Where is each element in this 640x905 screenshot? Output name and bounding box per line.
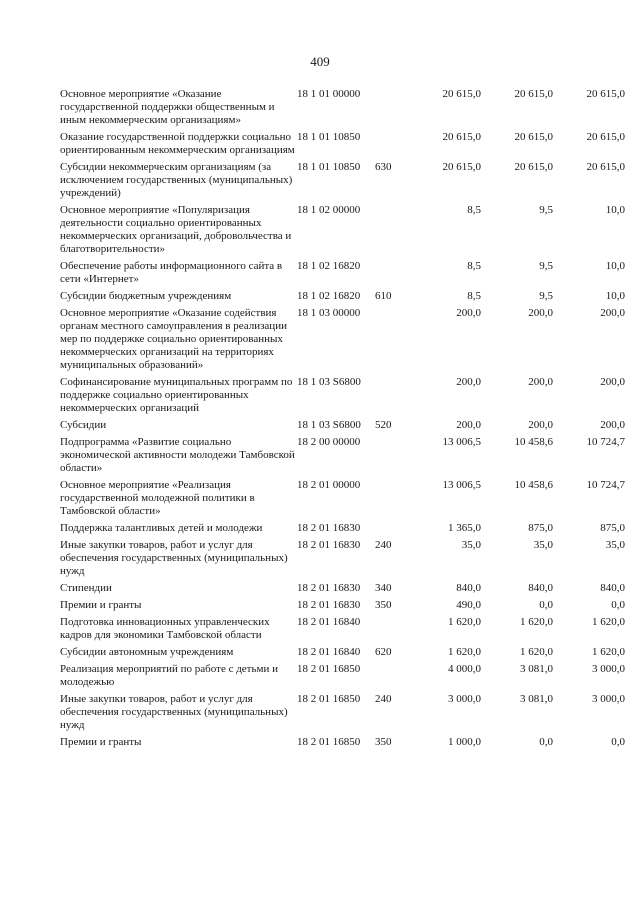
row-amount-year-2: 0,0 (539, 736, 553, 748)
row-name: Субсидии некоммерческим организациям (за исключением государственных (муниципальных) учреждений) (60, 161, 293, 199)
row-code: 18 1 03 S6800 (297, 376, 361, 388)
row-name: Премии и гранты (60, 736, 142, 748)
row-amount-year-2: 200,0 (528, 419, 553, 431)
row-code: 18 1 01 00000 (297, 88, 361, 100)
row-amount-year-1: 13 006,5 (442, 436, 481, 448)
row-expense-type (375, 307, 401, 376)
row-amount-year-1: 200,0 (456, 419, 481, 431)
row-amount-year-1: 20 615,0 (442, 131, 481, 143)
row-expense-type (375, 376, 401, 419)
table-row (60, 646, 625, 663)
table-row (60, 88, 625, 131)
row-name: Иные закупки товаров, работ и услуг для обеспечения государственных (муниципальных) нужд (60, 693, 288, 731)
row-amount-year-1: 840,0 (456, 582, 481, 594)
row-amount-year-2: 9,5 (539, 204, 553, 216)
row-code: 18 2 00 00000 (297, 436, 361, 448)
row-amount-year-1: 20 615,0 (442, 161, 481, 173)
row-amount-year-1: 8,5 (467, 260, 481, 272)
row-amount-year-2: 3 081,0 (520, 663, 553, 675)
row-name: Субсидии автономным учреждениям (60, 646, 234, 658)
table-row (60, 479, 625, 522)
row-code: 18 2 01 16840 (297, 646, 361, 658)
row-expense-type: 630 (375, 161, 392, 173)
row-code: 18 2 01 16840 (297, 616, 361, 628)
row-amount-year-3: 840,0 (600, 582, 625, 594)
row-amount-year-1: 200,0 (456, 376, 481, 388)
row-amount-year-3: 35,0 (605, 539, 625, 551)
row-code: 18 2 01 16850 (297, 736, 361, 748)
row-amount-year-3: 200,0 (600, 307, 625, 319)
table-row (60, 204, 625, 260)
row-amount-year-3: 200,0 (600, 419, 625, 431)
row-expense-type (375, 131, 401, 161)
row-name: Иные закупки товаров, работ и услуг для обеспечения государственных (муниципальных) нужд (60, 539, 288, 577)
row-code: 18 2 01 16830 (297, 582, 361, 594)
row-amount-year-3: 3 000,0 (592, 663, 625, 675)
row-expense-type: 240 (375, 693, 392, 705)
row-amount-year-3: 0,0 (611, 736, 625, 748)
row-amount-year-1: 1 620,0 (448, 646, 481, 658)
row-code: 18 1 03 00000 (297, 307, 361, 319)
row-amount-year-3: 20 615,0 (586, 88, 625, 100)
row-amount-year-2: 9,5 (539, 290, 553, 302)
row-amount-year-1: 35,0 (461, 539, 481, 551)
row-amount-year-3: 10 724,7 (586, 479, 625, 491)
row-amount-year-2: 10 458,6 (514, 436, 553, 448)
table-row (60, 599, 625, 616)
row-name: Премии и гранты (60, 599, 142, 611)
row-amount-year-1: 1 000,0 (448, 736, 481, 748)
row-amount-year-3: 10,0 (605, 260, 625, 272)
row-amount-year-2: 3 081,0 (520, 693, 553, 705)
row-amount-year-2: 200,0 (528, 307, 553, 319)
table-row (60, 436, 625, 479)
row-expense-type (375, 88, 401, 131)
row-code: 18 1 02 00000 (297, 204, 361, 216)
row-code: 18 2 01 00000 (297, 479, 361, 491)
row-amount-year-1: 1 365,0 (448, 522, 481, 534)
row-name: Основное мероприятие «Реализация государственной молодежной политики в Тамбовской области» (60, 479, 255, 517)
row-expense-type (375, 479, 401, 522)
row-amount-year-2: 840,0 (528, 582, 553, 594)
table-row (60, 260, 625, 290)
row-amount-year-3: 1 620,0 (592, 616, 625, 628)
row-amount-year-2: 875,0 (528, 522, 553, 534)
row-name: Софинансирование муниципальных программ по поддержке социально ориентированных некоммерческих организаций (60, 376, 293, 414)
row-expense-type: 620 (375, 646, 392, 658)
row-name: Оказание государственной поддержки социально ориентированным некоммерческим организациям (60, 131, 295, 156)
row-amount-year-2: 20 615,0 (514, 161, 553, 173)
row-name: Подпрограмма «Развитие социально экономической активности молодежи Тамбовской области» (60, 436, 295, 474)
row-amount-year-1: 20 615,0 (442, 88, 481, 100)
row-code: 18 2 01 16850 (297, 663, 361, 675)
row-amount-year-2: 1 620,0 (520, 646, 553, 658)
row-code: 18 1 02 16820 (297, 260, 361, 272)
row-amount-year-3: 10,0 (605, 204, 625, 216)
row-name: Субсидии (60, 419, 107, 431)
row-amount-year-3: 875,0 (600, 522, 625, 534)
row-expense-type: 610 (375, 290, 392, 302)
row-amount-year-2: 20 615,0 (514, 131, 553, 143)
row-expense-type (375, 436, 401, 479)
row-amount-year-1: 200,0 (456, 307, 481, 319)
row-amount-year-1: 490,0 (456, 599, 481, 611)
table-row (60, 419, 625, 436)
budget-table (60, 88, 625, 753)
row-code: 18 1 01 10850 (297, 161, 361, 173)
row-code: 18 1 01 10850 (297, 131, 361, 143)
row-amount-year-3: 20 615,0 (586, 131, 625, 143)
table-row (60, 161, 625, 204)
row-code: 18 2 01 16850 (297, 693, 361, 705)
row-amount-year-2: 35,0 (533, 539, 553, 551)
row-code: 18 2 01 16830 (297, 522, 361, 534)
row-name: Стипендии (60, 582, 112, 594)
table-row (60, 522, 625, 539)
row-expense-type: 240 (375, 539, 392, 551)
row-name: Поддержка талантливых детей и молодежи (60, 522, 263, 534)
table-row (60, 131, 625, 161)
table-row (60, 616, 625, 646)
row-amount-year-3: 200,0 (600, 376, 625, 388)
row-amount-year-3: 3 000,0 (592, 693, 625, 705)
row-name: Основное мероприятие «Оказание государственной поддержки общественным и иным некоммерческим организациям» (60, 88, 275, 126)
row-amount-year-1: 8,5 (467, 204, 481, 216)
page-number: 409 (310, 54, 330, 69)
table-row (60, 582, 625, 599)
table-row (60, 736, 625, 753)
row-amount-year-1: 4 000,0 (448, 663, 481, 675)
row-expense-type (375, 260, 401, 290)
row-expense-type: 520 (375, 419, 392, 431)
row-expense-type: 340 (375, 582, 392, 594)
row-name: Основное мероприятие «Оказание содействия органам местного самоуправления в реализации мер по поддержке социально ориентированных некоммерческих организаций на территориях муниципальных образований» (60, 307, 287, 371)
table-row (60, 693, 625, 736)
row-name: Реализация мероприятий по работе с детьми и молодежью (60, 663, 278, 688)
row-amount-year-3: 1 620,0 (592, 646, 625, 658)
row-expense-type (375, 522, 401, 539)
row-amount-year-1: 3 000,0 (448, 693, 481, 705)
row-amount-year-2: 0,0 (539, 599, 553, 611)
row-amount-year-3: 20 615,0 (586, 161, 625, 173)
row-expense-type: 350 (375, 599, 392, 611)
row-name: Обеспечение работы информационного сайта в сети «Интернет» (60, 260, 283, 285)
row-amount-year-2: 10 458,6 (514, 479, 553, 491)
row-amount-year-3: 10 724,7 (586, 436, 625, 448)
row-name: Подготовка инновационных управленческих кадров для экономики Тамбовской области (60, 616, 270, 641)
table-row (60, 307, 625, 376)
table-row (60, 290, 625, 307)
row-amount-year-2: 20 615,0 (514, 88, 553, 100)
row-amount-year-1: 1 620,0 (448, 616, 481, 628)
table-body (60, 88, 625, 753)
table-row (60, 663, 625, 693)
row-expense-type (375, 616, 401, 646)
row-amount-year-3: 0,0 (611, 599, 625, 611)
row-code: 18 2 01 16830 (297, 599, 361, 611)
table-row (60, 539, 625, 582)
row-amount-year-1: 13 006,5 (442, 479, 481, 491)
row-expense-type (375, 663, 401, 693)
row-amount-year-2: 9,5 (539, 260, 553, 272)
row-expense-type (375, 204, 401, 260)
row-amount-year-2: 200,0 (528, 376, 553, 388)
row-code: 18 1 02 16820 (297, 290, 361, 302)
row-expense-type: 350 (375, 736, 392, 748)
table-row (60, 376, 625, 419)
row-amount-year-3: 10,0 (605, 290, 625, 302)
row-name: Субсидии бюджетным учреждениям (60, 290, 232, 302)
row-code: 18 2 01 16830 (297, 539, 361, 551)
row-name: Основное мероприятие «Популяризация деятельности социально ориентированных некоммерческих организаций, добровольчества и благотворительности» (60, 204, 292, 255)
row-code: 18 1 03 S6800 (297, 419, 361, 431)
row-amount-year-2: 1 620,0 (520, 616, 553, 628)
row-amount-year-1: 8,5 (467, 290, 481, 302)
